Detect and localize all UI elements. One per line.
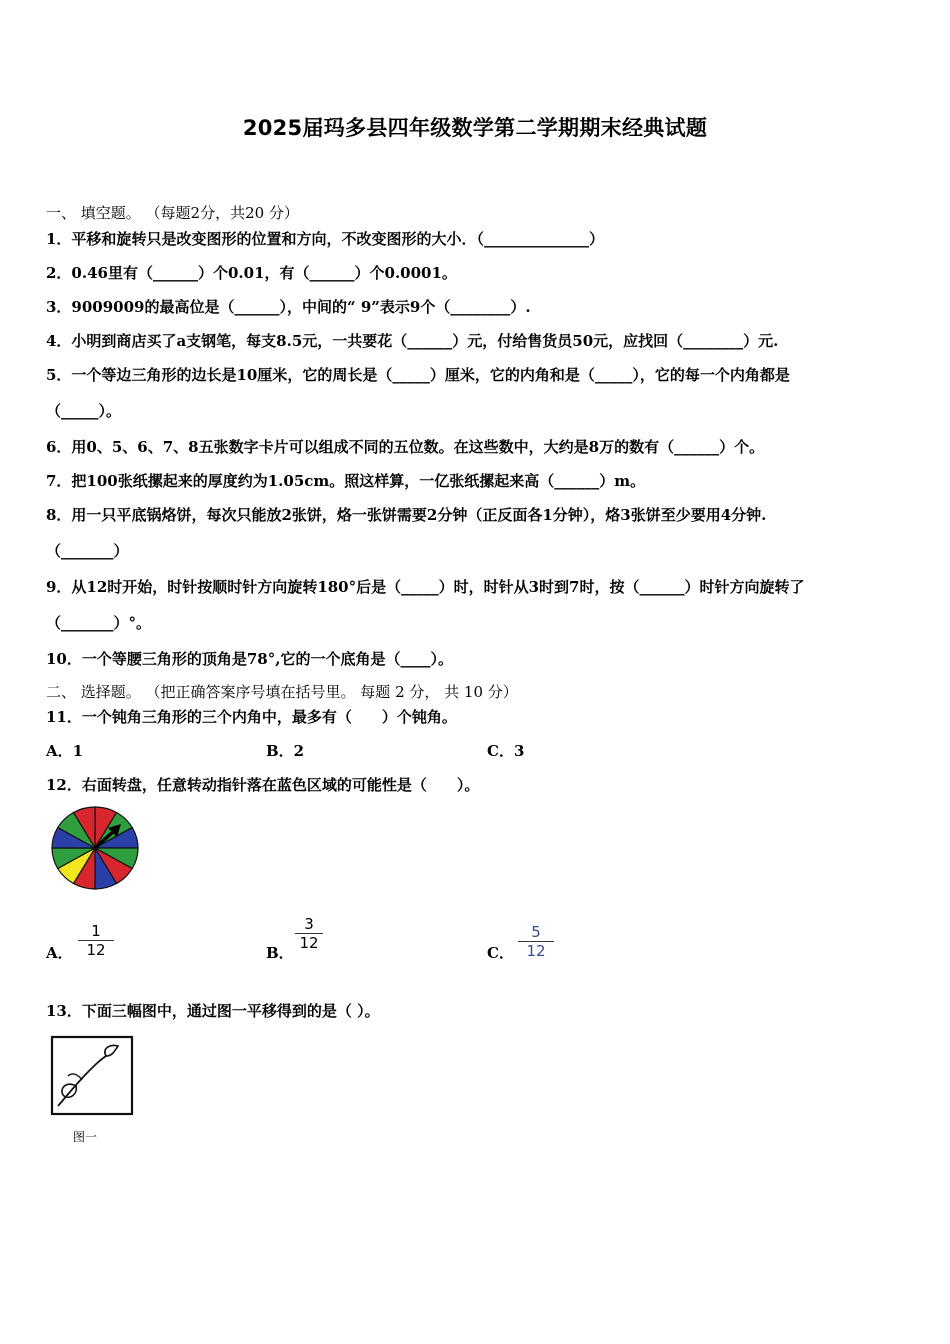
question-13: 13．下面三幅图中，通过图一平移得到的是（ ）。: [46, 1002, 380, 1020]
q12-option-b-fraction: [295, 916, 323, 951]
question-3: 3．9009009的最高位是（______），中间的“ 9”表示9个（________）.: [46, 298, 531, 316]
fraction-numerator: 3: [304, 915, 314, 933]
q12-option-c-label: C．: [487, 944, 514, 962]
fraction-numerator: 1: [91, 922, 101, 940]
spinner-wheel: [48, 803, 144, 893]
question-6: 6．用0、5、6、7、8五张数字卡片可以组成不同的五位数。在这些数中，大约是8万的数有（______）个。: [46, 438, 765, 456]
question-5: 5．一个等边三角形的边长是10厘米，它的周长是（_____）厘米，它的内角和是（_____），它的每一个内角都是: [46, 366, 790, 384]
figure-1-leaf-sketch: [48, 1034, 138, 1118]
question-10: 10．一个等腰三角形的顶角是78°,它的一个底角是（____）。: [46, 650, 453, 668]
question-7: 7．把100张纸摞起来的厚度约为1.05cm。照这样算，一亿张纸摞起来高（______）m。: [46, 472, 646, 490]
fraction-numerator: 5: [531, 923, 541, 941]
section-heading-fill-in: 一、 填空题。 （每题2分，共20 分）: [46, 204, 299, 222]
fraction-denominator: 12: [299, 934, 319, 952]
question-9-continued: （_______）°。: [46, 614, 152, 632]
question-2: 2．0.46里有（______）个0.01，有（______）个0.0001。: [46, 264, 457, 282]
question-5-continued: （_____）。: [46, 402, 122, 420]
section-heading-choice: 二、 选择题。 （把正确答案序号填在括号里。 每题 2 分， 共 10 分）: [46, 683, 518, 701]
question-9: 9．从12时开始，时针按顺时针方向旋转180°后是（_____）时，时针从3时到7时，按（______）时针方向旋转了: [46, 578, 805, 596]
q11-option-c: C．3: [487, 742, 525, 760]
question-11: 11．一个钝角三角形的三个内角中，最多有（ ）个钝角。: [46, 708, 457, 726]
fraction-denominator: 12: [526, 942, 546, 960]
fraction-denominator: 12: [86, 941, 106, 959]
q11-option-b: B．2: [266, 742, 305, 760]
q12-option-c-fraction: [518, 924, 554, 959]
question-4: 4．小明到商店买了a支钢笔，每支8.5元，一共要花（______）元，付给售货员50元，应找回（________）元.: [46, 332, 779, 350]
question-8: 8．用一只平底锅烙饼，每次只能放2张饼，烙一张饼需要2分钟（正反面各1分钟），烙3张饼至少要用4分钟.: [46, 506, 767, 524]
page-title: 2025届玛多县四年级数学第二学期期末经典试题: [242, 116, 708, 140]
q11-option-a: A．1: [46, 742, 84, 760]
q12-option-b-label: B．: [266, 944, 294, 962]
figure-1-caption: 图一: [73, 1130, 98, 1144]
question-8-continued: （_______）: [46, 542, 129, 560]
question-1: 1．平移和旋转只是改变图形的位置和方向，不改变图形的大小．（______________）: [46, 230, 604, 248]
q12-option-a-fraction: [78, 923, 114, 958]
q12-option-a-label: A．: [46, 944, 73, 962]
question-12: 12．右面转盘，任意转动指针落在蓝色区域的可能性是（ ）。: [46, 776, 480, 794]
